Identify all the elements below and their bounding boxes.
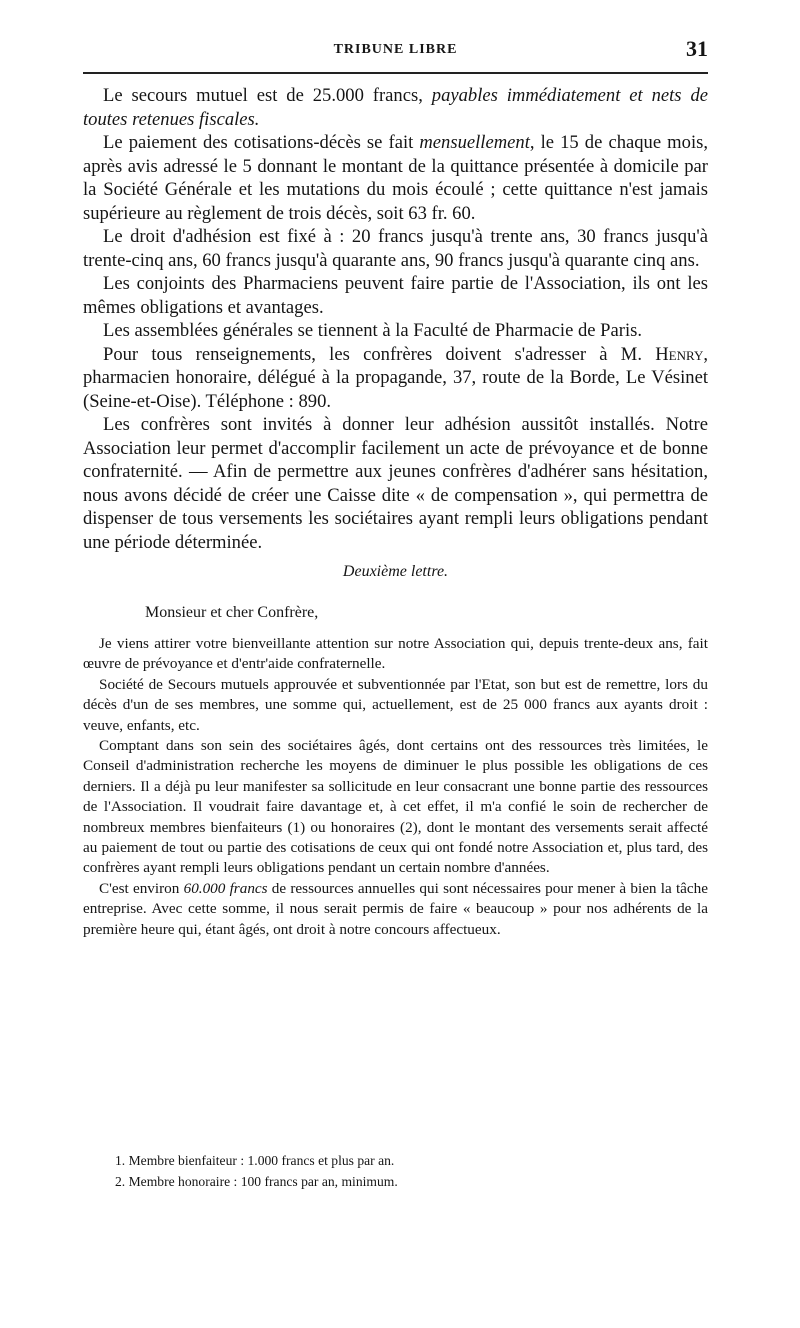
footnote: 2. Membre honoraire : 100 francs par an, minimum. — [115, 1174, 398, 1189]
paragraph: Les conjoints des Pharmaciens peuvent faire partie de l'Association, ils ont les mêmes obligations et avantages. — [83, 273, 708, 318]
footnotes — [83, 1152, 708, 1194]
footnote: 1. Membre bienfaiteur : 1.000 francs et plus par an. — [115, 1153, 395, 1168]
paragraph: Je viens attirer votre bienveillante attention sur notre Association qui, depuis trente-deux ans, fait œuvre de prévoyance et d'entr'aide confraternelle. — [83, 635, 708, 673]
letter-salutation: Monsieur et cher Confrère, — [145, 604, 319, 621]
article-body — [83, 84, 708, 940]
paragraph: Comptant dans son sein des sociétaires âgés, dont certains ont des ressources très limitées, le Conseil d'administration recherche les moyens de diminuer le plus possible les obligations de ces derniers. Il a déjà pu leur manifester sa sollicitude en leur consacrant une bonne partie des ressources de l'Association. Il voudrait faire davantage et, à cet effet, il m'a confié le soin de rechercher de nombreux membres bienfaiteurs (1) ou honoraires (2), dont le montant des versements serait affecté au paiement de tout ou partie des cotisations de ceux qui ont fondé notre Association et, plus tard, des confrères ayant rempli leurs obligations pendant un certain nombre d'années. — [83, 737, 708, 877]
paragraph: Les confrères sont invités à donner leur adhésion aussitôt installés. Notre Association leur permet d'accomplir facilement un acte de prévoyance et de bonne confraternité. — Afin de permettre aux jeunes confrères d'adhérer sans hésitation, nous avons décidé de créer une Caisse dite « de compensation », qui permettra de dispenser de tous versements les sociétaires ayant rempli leurs obligations pendant une période déterminée. — [83, 414, 708, 553]
running-title: TRIBUNE LIBRE — [333, 42, 458, 57]
section-subheading: Deuxième lettre. — [342, 563, 449, 580]
paragraph: Société de Secours mutuels approuvée et subventionnée par l'Etat, son but est de remettre, lors du décès d'un de ses membres, une somme qui, actuellement, est de 25 000 francs aux ayants droit : veuve, enfants, etc. — [83, 675, 708, 734]
paragraph: Les assemblées générales se tiennent à la Faculté de Pharmacie de Paris. — [103, 320, 643, 341]
paragraph: Le droit d'adhésion est fixé à : 20 francs jusqu'à trente ans, 30 francs jusqu'à trente-cinq ans, 60 francs jusqu'à quarante ans, 90 francs jusqu'à quarante cinq ans. — [83, 226, 708, 271]
paragraph: Pour tous renseignements, les confrères doivent s'adresser à M. Henry, pharmacien honoraire, délégué à la propagande, 37, route de la Borde, Le Vésinet (Seine-et-Oise). Téléphone : 890. — [83, 343, 708, 412]
paragraph: Le paiement des cotisations-décès se fait mensuellement, le 15 de chaque mois, après avis adressé le 5 donnant le montant de la quittance présentée à domicile par la Société Générale et les mutations du mois écoulé ; cette quittance n'est jamais supérieure au règlement de trois décès, soit 63 fr. 60. — [83, 132, 708, 224]
paragraph: C'est environ 60.000 francs de ressources annuelles qui sont nécessaires pour mener à bien la tâche entreprise. Avec cette somme, il nous serait permis de faire « beaucoup » pour nos adhérents de la première heure qui, étant âgés, ont droit à notre concours affectueux. — [83, 879, 708, 938]
footnote-ref: (2) — [400, 818, 418, 836]
page-header — [83, 36, 708, 76]
footnote-ref: (1) — [287, 818, 306, 836]
paragraph: Le secours mutuel est de 25.000 francs, payables immédiatement et nets de toutes retenues fiscales. — [83, 85, 708, 130]
page-number: 31 — [686, 36, 708, 61]
header-rule — [83, 72, 708, 74]
